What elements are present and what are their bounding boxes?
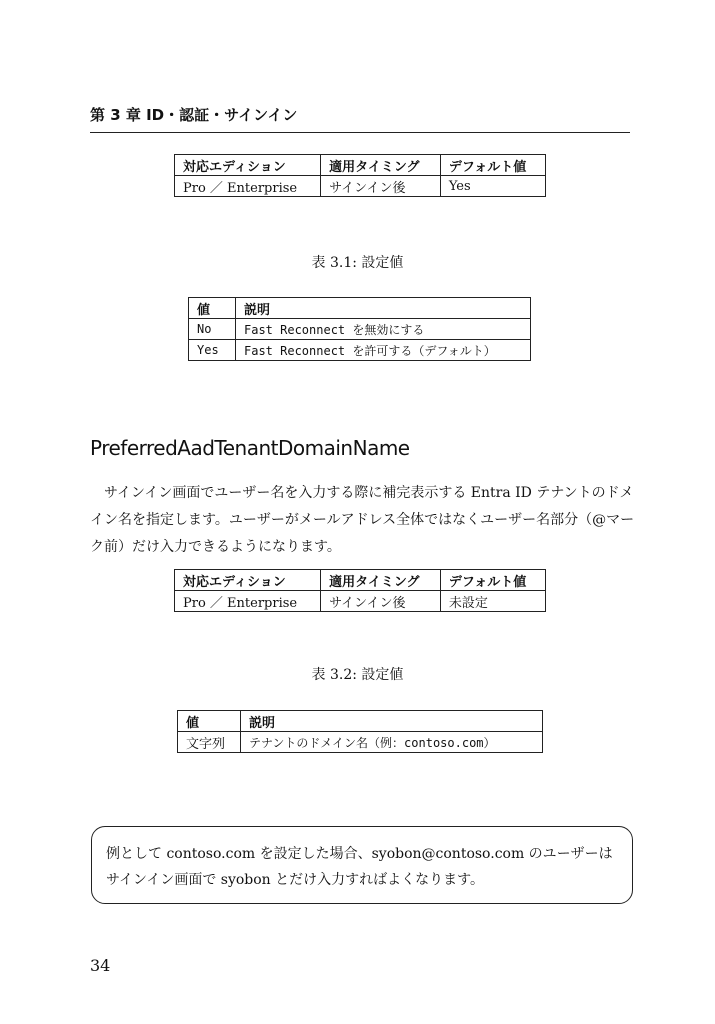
table-caption-1: 表 3.1: 設定値 [311, 255, 404, 271]
edition-table-2 [174, 569, 546, 612]
header-value: 値 [178, 711, 241, 732]
cell-description: Fast Reconnect を許可する（デフォルト） [236, 340, 531, 361]
cell-value: Yes [189, 340, 236, 361]
note-text: 例として contoso.com を設定した場合、syobon@contoso.com のユーザーはサインイン画面で syobon とだけ入力すればよくなります。 [106, 846, 613, 888]
note-box [91, 826, 633, 904]
header-edition: 対応エディション [175, 155, 321, 176]
cell-edition: Pro ／ Enterprise [175, 591, 321, 612]
header-default: デフォルト値 [440, 570, 545, 591]
cell-value: 文字列 [178, 732, 241, 753]
table-caption-2: 表 3.2: 設定値 [311, 667, 404, 683]
cell-default: Yes [440, 176, 545, 197]
section-body: サインイン画面でユーザー名を入力する際に補完表示する Entra ID テナントのドメイン名を指定します。ユーザーがメールアドレス全体ではなくユーザー名部分（@マーク前）だけ入力できるようになります。 [90, 485, 635, 555]
cell-description: Fast Reconnect を無効にする [236, 319, 531, 340]
cell-edition: Pro ／ Enterprise [175, 176, 321, 197]
value-table-2 [177, 710, 543, 753]
cell-description: テナントのドメイン名（例：contoso.com） [241, 732, 543, 753]
page-number: 34 [90, 956, 111, 975]
value-table-1 [188, 297, 531, 361]
header-description: 説明 [241, 711, 543, 732]
header-value: 値 [189, 298, 236, 319]
cell-default: 未設定 [440, 591, 545, 612]
cell-timing: サインイン後 [321, 591, 441, 612]
cell-value: No [189, 319, 236, 340]
chapter-header: 第 3 章 ID・認証・サインイン [90, 104, 630, 133]
header-description: 説明 [236, 298, 531, 319]
edition-table-1 [174, 154, 546, 197]
header-edition: 対応エディション [175, 570, 321, 591]
cell-timing: サインイン後 [321, 176, 441, 197]
header-default: デフォルト値 [440, 155, 545, 176]
section-title: PreferredAadTenantDomainName [90, 436, 410, 460]
header-timing: 適用タイミング [321, 570, 441, 591]
header-timing: 適用タイミング [321, 155, 441, 176]
